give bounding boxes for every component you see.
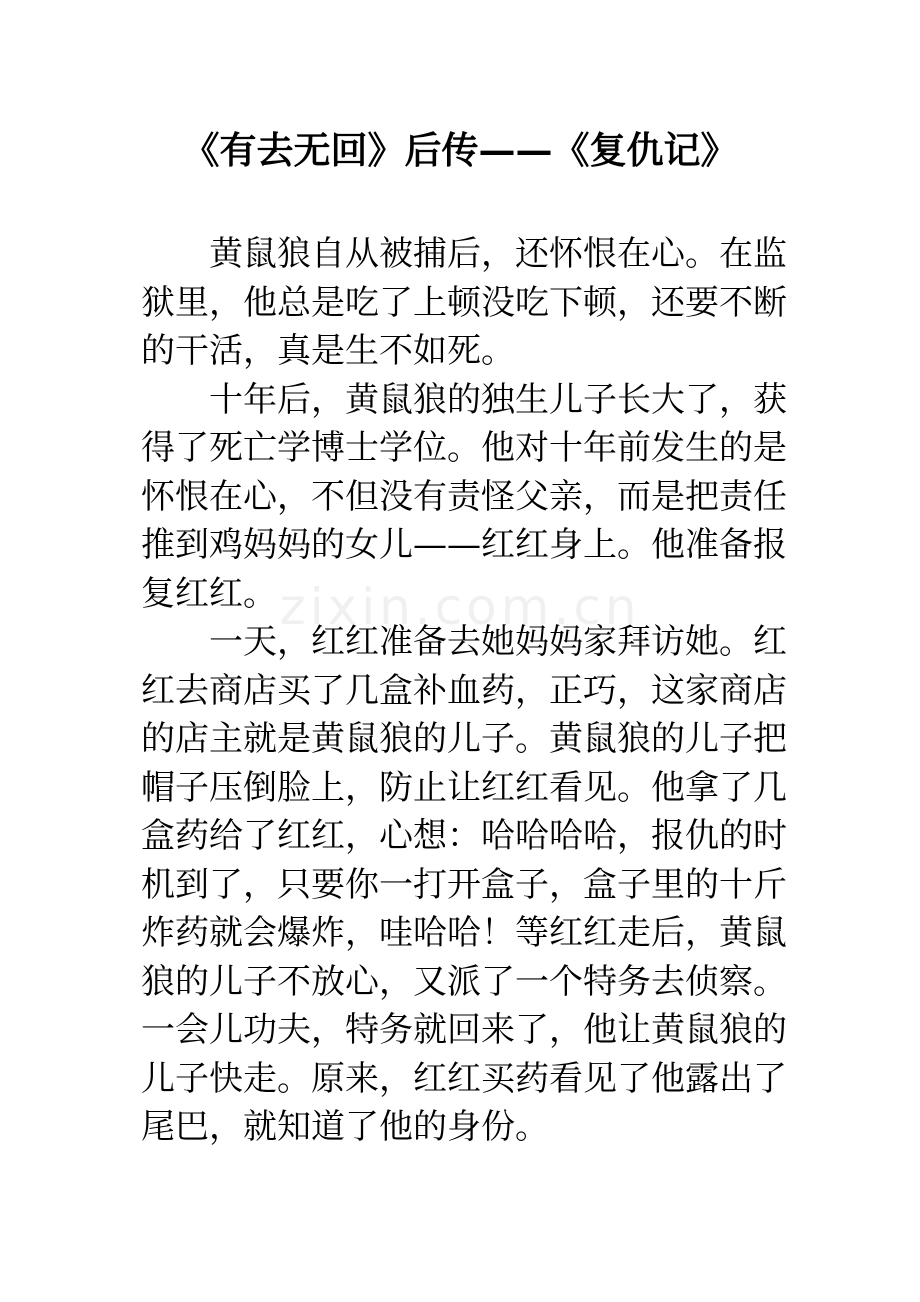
text-line: 炸药就会爆炸，哇哈哈！等红红走后，黄鼠 xyxy=(141,913,787,953)
text-line: 一会儿功夫，特务就回来了，他让黄鼠狼的 xyxy=(141,1010,787,1050)
document-title: 《有去无回》后传——《复仇记》 xyxy=(182,128,738,172)
text-line: 一天，红红准备去她妈妈家拜访她。红 xyxy=(141,622,787,662)
text-line: 的店主就是黄鼠狼的儿子。黄鼠狼的儿子把 xyxy=(141,719,787,759)
text-line: 红去商店买了几盒补血药，正巧，这家商店 xyxy=(141,670,787,711)
document-body xyxy=(141,230,791,1152)
text-line: 得了死亡学博士学位。他对十年前发生的是 xyxy=(141,428,787,468)
text-line: 十年后，黄鼠狼的独生儿子长大了，获 xyxy=(141,379,787,420)
text-line: 复红红。 xyxy=(141,573,277,614)
watermark: zixin.com.cn xyxy=(279,578,641,636)
text-line: 怀恨在心，不但没有责怪父亲，而是把责任 xyxy=(141,476,787,517)
text-line: 的干活，真是生不如死。 xyxy=(141,331,515,371)
text-line: 机到了，只要你一打开盒子，盒子里的十斤 xyxy=(141,864,787,905)
text-line: 推到鸡妈妈的女儿——红红身上。他准备报 xyxy=(141,525,787,565)
text-line: 盒药给了红红，心想：哈哈哈哈，报仇的时 xyxy=(141,816,787,856)
text-line: 尾巴，就知道了他的身份。 xyxy=(141,1107,549,1147)
text-line: 帽子压倒脸上，防止让红红看见。他拿了几 xyxy=(141,767,787,808)
text-line: 黄鼠狼自从被捕后，还怀恨在心。在监 xyxy=(141,234,787,274)
text-line: 儿子快走。原来，红红买药看见了他露出了 xyxy=(141,1058,787,1099)
text-line: 狱里，他总是吃了上顿没吃下顿，还要不断 xyxy=(141,282,787,323)
text-line: 狼的儿子不放心，又派了一个特务去侦察。 xyxy=(141,961,787,1002)
